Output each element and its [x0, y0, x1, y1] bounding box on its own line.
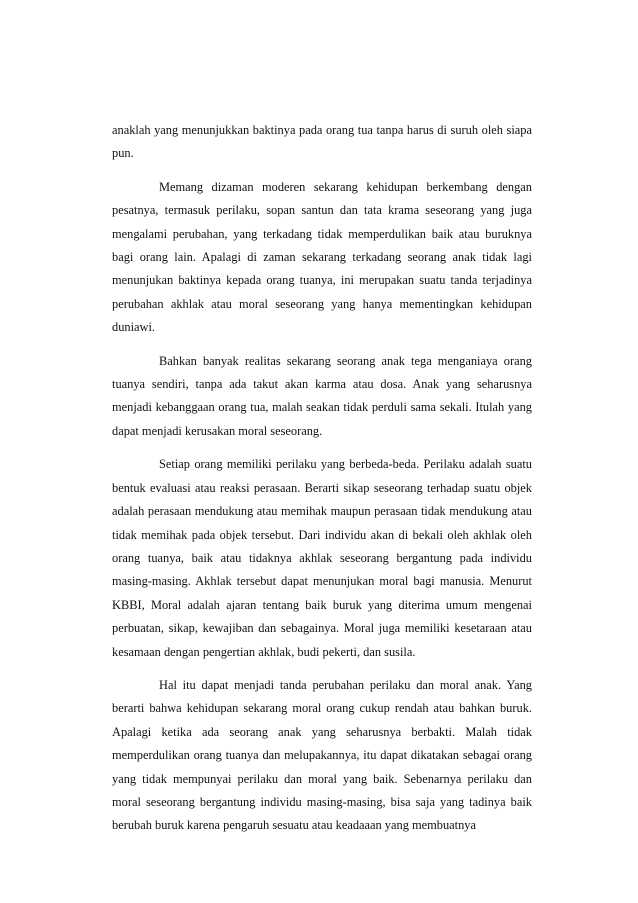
paragraph-3: Bahkan banyak realitas sekarang seorang anak tega menganiaya orang tuanya sendiri, tanpa ada takut akan karma atau dosa. Anak yang seharusnya menjadi kebanggaan orang tua, malah seakan tidak perduli sama sekali. Itulah yang dapat menjadi kerusakan moral seseorang. [112, 353, 532, 438]
paragraph-5: Hal itu dapat menjadi tanda perubahan perilaku dan moral anak. Yang berarti bahwa kehidupan sekarang moral orang cukup rendah atau bahkan buruk. Apalagi ketika ada seorang anak yang seharusnya berbakti. Malah tidak memperdulikan orang tuanya dan melupakannya, itu dapat dikatakan sebagai orang yang tidak mempunyai perilaku dan moral yang baik. Sebenarnya perilaku dan moral seseorang bergantung individu masing-masing, bisa saja yang tadinya baik berubah buruk karena pengaruh sesuatu atau keadaaan yang membuatnya [112, 677, 532, 833]
document-body [112, 119, 532, 848]
paragraph-4: Setiap orang memiliki perilaku yang berbeda-beda. Perilaku adalah suatu bentuk evaluasi atau reaksi perasaan. Berarti sikap seseorang terhadap suatu objek adalah perasaan mendukung atau memihak maupun perasaan tidak mendukung atau tidak memihak pada objek tersebut. Dari individu akan di bekali oleh akhlak oleh orang tuanya, baik atau tidaknya akhlak seseorang bergantung pada individu masing-masing. Akhlak tersebut dapat menunjukan moral bagi manusia. Menurut KBBI, Moral adalah ajaran tentang baik buruk yang diterima umum mengenai perbuatan, sikap, kewajiban dan sebagainya. Moral juga memiliki kesetaraan atau kesamaan dengan pengertian akhlak, budi pekerti, dan susila. [112, 457, 532, 659]
paragraph-2: Memang dizaman moderen sekarang kehidupan berkembang dengan pesatnya, termasuk perilaku, sopan santun dan tata krama seseorang yang juga mengalami perubahan, yang terkadang tidak memperdulikan baik atau buruknya bagi orang lain. Apalagi di zaman sekarang terkadang seorang anak tidak lagi menunjukan baktinya kepada orang tuanya, ini merupakan suatu tanda terjadinya perubahan akhlak atau moral seseorang yang hanya mementingkan kehidupan duniawi. [112, 179, 532, 335]
paragraph-1: anaklah yang menunjukkan baktinya pada orang tua tanpa harus di suruh oleh siapa pun. [112, 123, 532, 161]
